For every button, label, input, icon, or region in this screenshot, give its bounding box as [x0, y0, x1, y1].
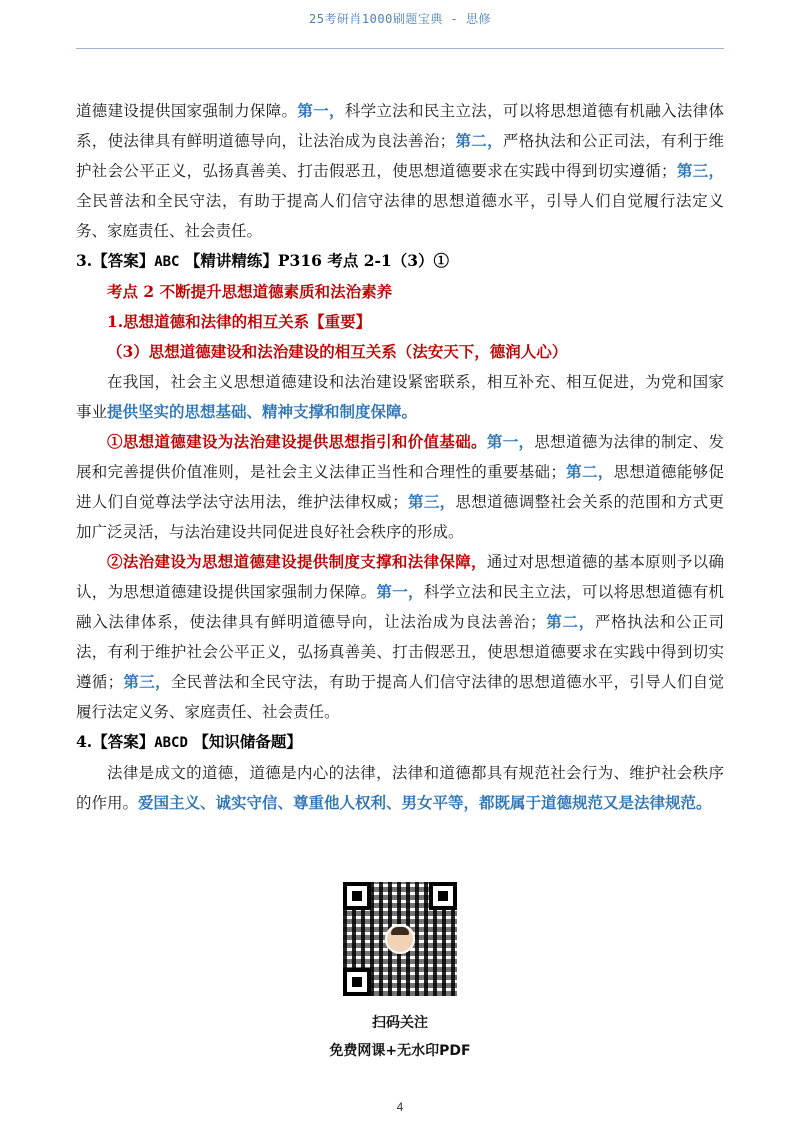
- avatar-icon: [385, 924, 415, 954]
- paragraph-law-and-morality: 法律是成文的道德，道德是内心的法律，法律和道德都具有规范社会行为、维护社会秩序的作用。爱国主义、诚实守信、尊重他人权利、男女平等，都既属于道德规范又是法律规范。: [76, 764, 724, 812]
- qr-code[interactable]: [343, 882, 457, 996]
- answer-line-4: 4.【答案】ABCD 【知识储备题】: [76, 732, 302, 751]
- qr-caption-offer: 免费网课+无水印PDF: [329, 1043, 471, 1059]
- point-second: 第二，: [455, 131, 503, 150]
- knowledge-point-subtitle: 1.思想道德和法律的相互关系【重要】: [107, 312, 372, 331]
- point-third: 第三，: [676, 161, 724, 180]
- header-divider: [76, 48, 724, 49]
- paragraph-law-guarantee: 道德建设提供国家强制力保障。第一，科学立法和民主立法，可以将思想道德有机融入法律体系，使法律具有鲜明道德导向，让法治成为良法善治；第二，严格执法和公正司法，有利于维护社会公平正义，弘扬真善美、打击假恶丑，使思想道德要求在实践中得到切实遵循；第三，全民普法和全民守法，有助于提高人们信守法律的思想道德水平，引导人们自觉履行法定义务、家庭责任、社会责任。: [76, 101, 724, 240]
- qr-promo: [325, 882, 475, 1060]
- qr-finder-icon: [343, 968, 371, 996]
- knowledge-point-title: 考点 2 不断提升思想道德素质和法治素养: [107, 282, 393, 301]
- answer-line-3: 3.【答案】ABC 【精讲精练】P316 考点 2-1（3）①: [76, 251, 449, 270]
- paragraph-law-for-morality: ②法治建设为思想道德建设提供制度支撑和法律保障，通过对思想道德的基本原则予以确认，为思想道德建设提供国家强制力保障。第一，科学立法和民主立法，可以将思想道德有机融入法律体系，使法律具有鲜明道德导向，让法治成为良法善治；第二，严格执法和公正司法，有利于维护社会公平正义，弘扬真善美、打击假恶丑，使思想道德要求在实践中得到切实遵循；第三，全民普法和全民守法，有助于提高人们信守法律的思想道德水平，引导人们自觉履行法定义务、家庭责任、社会责任。: [76, 552, 724, 721]
- point-first: 第一，: [297, 101, 345, 120]
- knowledge-point-section: （3）思想道德建设和法治建设的相互关系（法安天下，德润人心）: [107, 342, 568, 361]
- qr-caption-follow: 扫码关注: [372, 1015, 428, 1031]
- page-header: 25考研肖1000刷题宝典 - 思修: [308, 12, 492, 26]
- qr-finder-icon: [343, 882, 371, 910]
- page-number: 4: [396, 1100, 404, 1114]
- paragraph-intro: 在我国，社会主义思想道德建设和法治建设紧密联系，相互补充、相互促进，为党和国家事业提供坚实的思想基础、精神支撑和制度保障。: [76, 373, 724, 421]
- qr-finder-icon: [429, 882, 457, 910]
- paragraph-morality-for-law: ①思想道德建设为法治建设提供思想指引和价值基础。第一，思想道德为法律的制定、发展和完善提供价值准则，是社会主义法律正当性和合理性的重要基础；第二，思想道德能够促进人们自觉尊法学法守法用法，维护法律权威；第三，思想道德调整社会关系的范围和方式更加广泛灵活，与法治建设共同促进良好社会秩序的形成。: [76, 432, 724, 541]
- page-content: [76, 96, 724, 818]
